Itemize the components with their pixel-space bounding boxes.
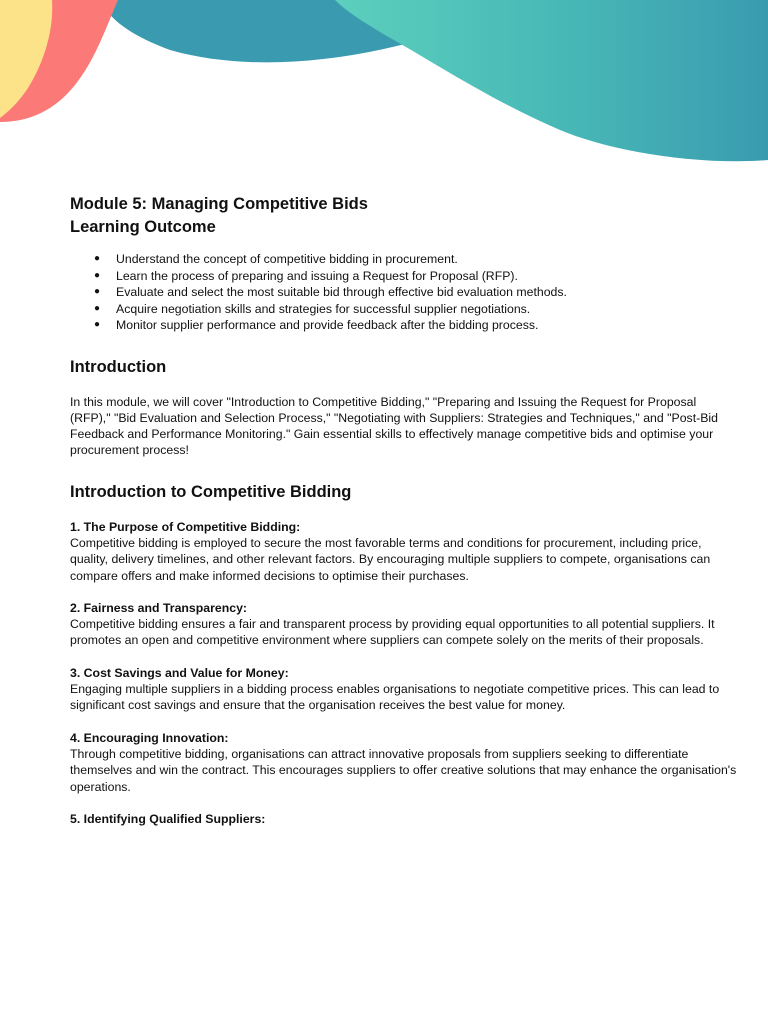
point-title: 2. Fairness and Transparency: bbox=[70, 600, 248, 615]
decorative-header-waves bbox=[0, 0, 768, 170]
point-text: Competitive bidding is employed to secure the most favorable terms and conditions for procurement, including price, quality, delivery timelines, and other relevant factors. By encouraging multiple suppliers to compete, organisations can compare offers and make informed decisions to optimise their purchases. bbox=[70, 535, 711, 583]
list-item: ● Learn the process of preparing and issuing a Request for Proposal (RFP). bbox=[94, 268, 740, 285]
bidding-point bbox=[70, 730, 740, 795]
point-title: 1. The Purpose of Competitive Bidding: bbox=[70, 519, 301, 534]
teal-front-wave bbox=[335, 0, 768, 161]
point-text: Through competitive bidding, organisations can attract innovative proposals from suppliers seeking to differentiate themselves and win the contract. This encourages suppliers to offer creative solutions that may enhance the organisation's operations. bbox=[70, 746, 737, 794]
point-title: 3. Cost Savings and Value for Money: bbox=[70, 665, 289, 680]
point-text: Competitive bidding ensures a fair and transparent process by providing equal opportunities to all potential suppliers. It promotes an open and competitive environment where suppliers can compete solely on the merits of their proposals. bbox=[70, 617, 715, 648]
document-body bbox=[70, 193, 740, 843]
learning-outcome-heading: Learning Outcome bbox=[70, 218, 216, 236]
learning-outcome-list bbox=[70, 251, 740, 334]
list-item: ● Understand the concept of competitive bidding in procurement. bbox=[94, 251, 740, 268]
list-item: ● Monitor supplier performance and provide feedback after the bidding process. bbox=[94, 317, 740, 334]
list-item: ● Acquire negotiation skills and strategies for successful supplier negotiations. bbox=[94, 301, 740, 318]
bidding-point bbox=[70, 519, 740, 584]
list-item: ● Evaluate and select the most suitable bid through effective bid evaluation methods. bbox=[94, 284, 740, 301]
bidding-point bbox=[70, 600, 740, 649]
introduction-text: In this module, we will cover "Introduction to Competitive Bidding," "Preparing and Issuing the Request for Proposal (RFP)," "Bid Evaluation and Selection Process," "Negotiating with Suppliers: Strategies and Techniques," and "Post-Bid Feedback and Performance Monitoring." Gain essential skills to effectively manage competitive bids and optimise your procurement process! bbox=[70, 394, 718, 458]
point-title: 5. Identifying Qualified Suppliers: bbox=[70, 811, 266, 826]
competitive-bidding-heading: Introduction to Competitive Bidding bbox=[70, 482, 352, 501]
module-title: Module 5: Managing Competitive Bids bbox=[70, 195, 368, 213]
point-text: Engaging multiple suppliers in a bidding process enables organisations to negotiate competitive prices. This can lead to significant cost savings and ensure that the organisation receives the best value for money. bbox=[70, 682, 720, 713]
introduction-heading: Introduction bbox=[70, 357, 167, 376]
bidding-point bbox=[70, 665, 740, 714]
point-title: 4. Encouraging Innovation: bbox=[70, 730, 229, 745]
bidding-point bbox=[70, 811, 740, 827]
